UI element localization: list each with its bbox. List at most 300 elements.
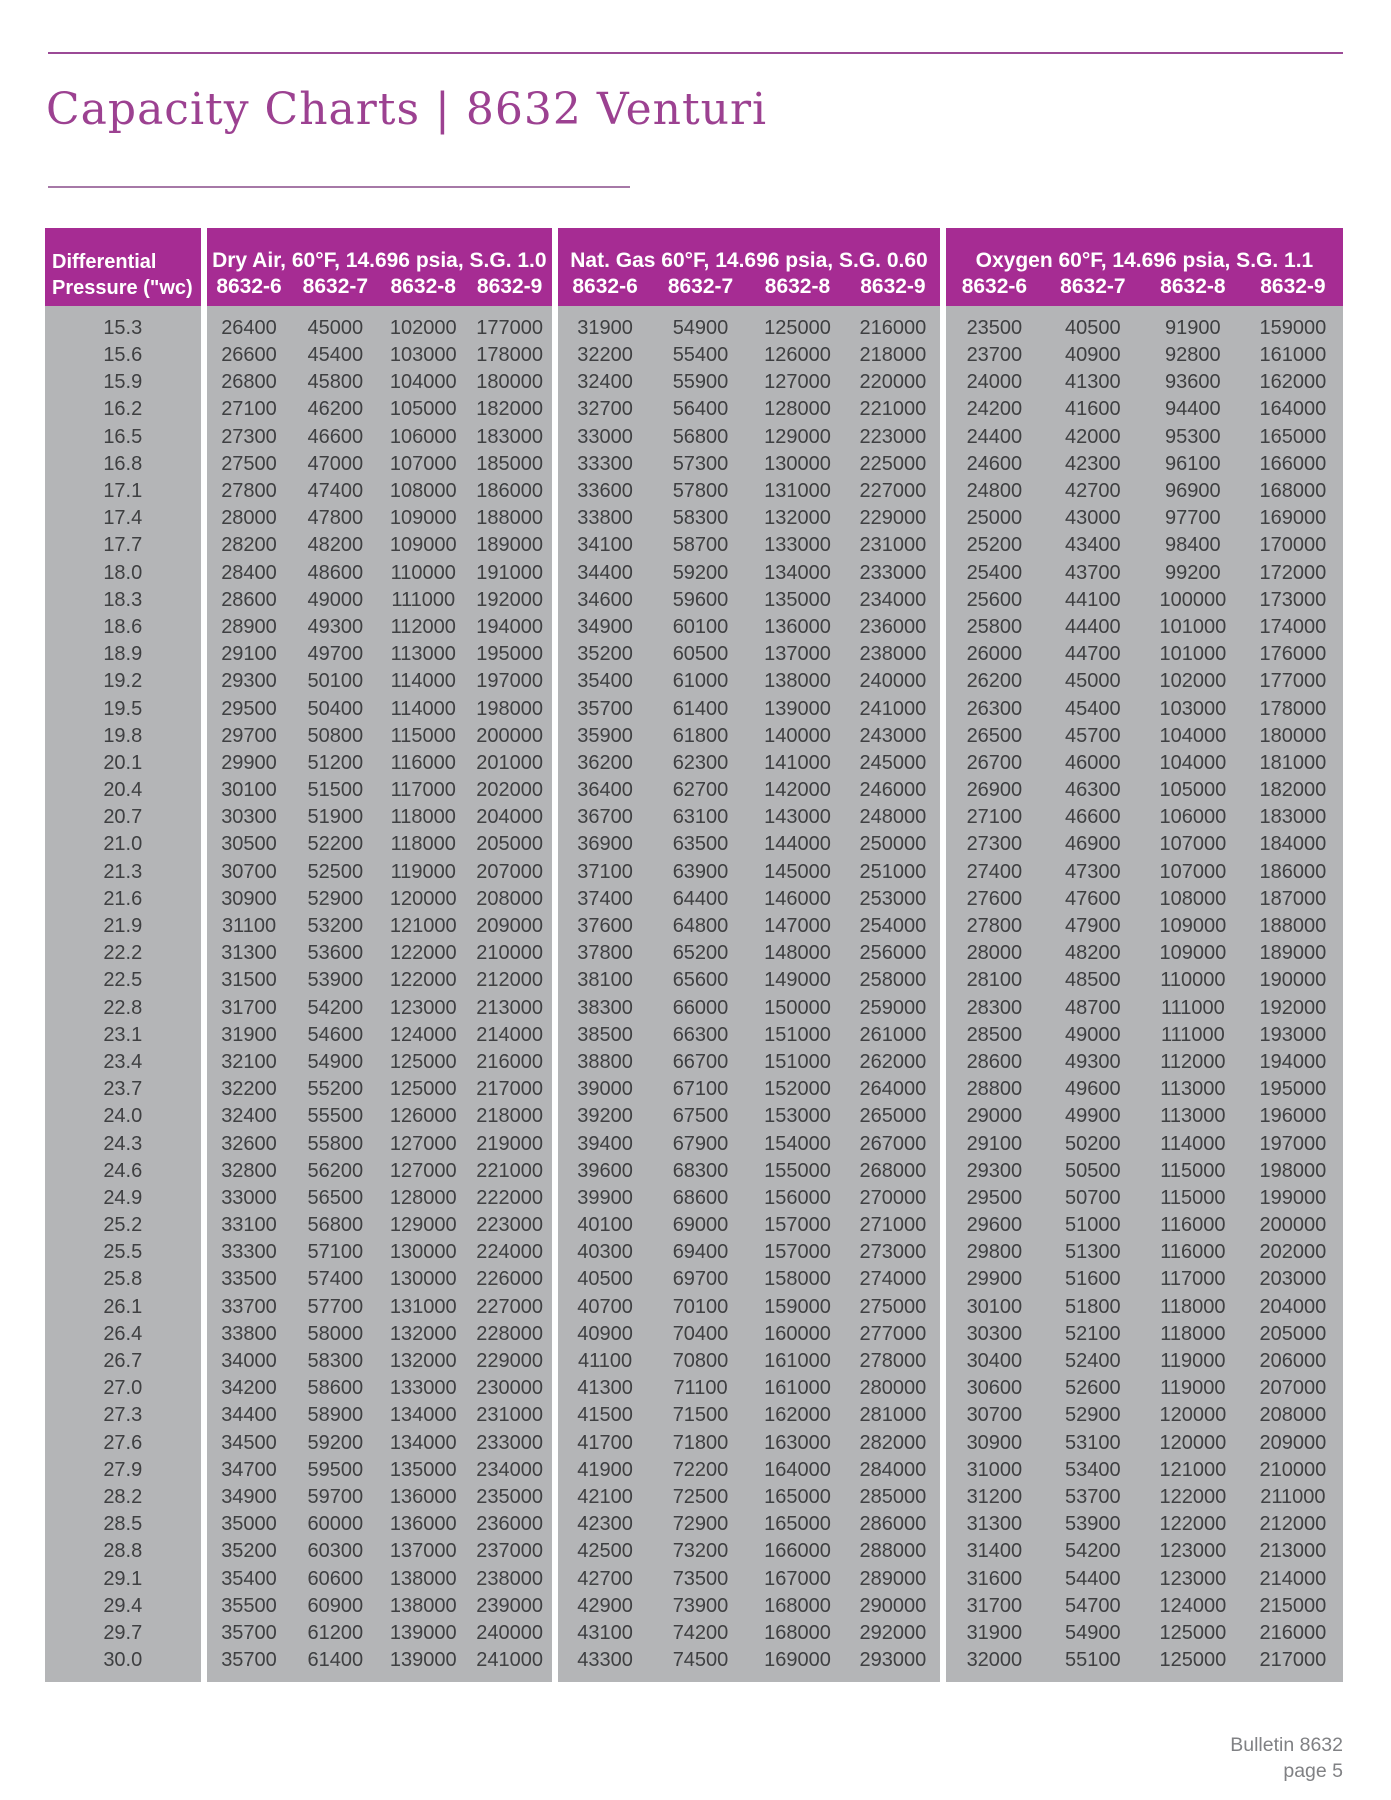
capacity-cell: 119000: [379, 859, 467, 886]
table-row: [45, 804, 1343, 831]
capacity-cell: 132000: [379, 1321, 467, 1348]
capacity-cell: 36900: [555, 831, 652, 858]
capacity-cell: 50800: [291, 723, 379, 750]
capacity-cell: 27300: [204, 424, 292, 451]
capacity-cell: 109000: [1143, 913, 1243, 940]
capacity-cell: 105000: [1143, 777, 1243, 804]
capacity-cell: 31100: [204, 913, 292, 940]
capacity-cell: 264000: [846, 1076, 943, 1103]
capacity-cell: 183000: [467, 424, 555, 451]
capacity-cell: 67500: [652, 1103, 749, 1130]
capacity-cell: 262000: [846, 1049, 943, 1076]
capacity-cell: 53700: [1043, 1484, 1143, 1511]
table-row: [45, 1130, 1343, 1157]
capacity-cell: 112000: [1143, 1049, 1243, 1076]
capacity-cell: 63900: [652, 859, 749, 886]
capacity-cell: 206000: [1243, 1348, 1343, 1375]
pressure-cell: 15.3: [45, 306, 204, 342]
capacity-cell: 126000: [749, 342, 846, 369]
capacity-cell: 29000: [943, 1103, 1043, 1130]
capacity-cell: 66700: [652, 1049, 749, 1076]
capacity-cell: 130000: [379, 1239, 467, 1266]
capacity-cell: 33300: [204, 1239, 292, 1266]
table-row: [45, 478, 1343, 505]
capacity-cell: 38300: [555, 995, 652, 1022]
capacity-cell: 203000: [1243, 1266, 1343, 1293]
capacity-cell: 62300: [652, 750, 749, 777]
capacity-cell: 107000: [1143, 859, 1243, 886]
capacity-cell: 32700: [555, 396, 652, 423]
capacity-cell: 49300: [1043, 1049, 1143, 1076]
capacity-cell: 129000: [749, 424, 846, 451]
capacity-cell: 31900: [204, 1022, 292, 1049]
capacity-cell: 143000: [749, 804, 846, 831]
pressure-cell: 20.7: [45, 804, 204, 831]
capacity-cell: 116000: [379, 750, 467, 777]
capacity-cell: 32200: [555, 342, 652, 369]
capacity-cell: 26200: [943, 668, 1043, 695]
capacity-cell: 61800: [652, 723, 749, 750]
capacity-cell: 107000: [1143, 831, 1243, 858]
table-row: [45, 1402, 1343, 1429]
capacity-cell: 120000: [1143, 1430, 1243, 1457]
capacity-cell: 125000: [379, 1049, 467, 1076]
capacity-cell: 209000: [467, 913, 555, 940]
capacity-cell: 159000: [1243, 306, 1343, 342]
column-header-natgas-8632-8: 8632-8: [749, 274, 846, 306]
capacity-cell: 201000: [467, 750, 555, 777]
capacity-cell: 231000: [467, 1402, 555, 1429]
capacity-cell: 225000: [846, 451, 943, 478]
capacity-cell: 72500: [652, 1484, 749, 1511]
capacity-cell: 153000: [749, 1103, 846, 1130]
capacity-cell: 74500: [652, 1647, 749, 1682]
capacity-cell: 139000: [749, 695, 846, 722]
capacity-cell: 229000: [846, 505, 943, 532]
capacity-cell: 71100: [652, 1375, 749, 1402]
capacity-cell: 31300: [204, 940, 292, 967]
capacity-cell: 223000: [467, 1212, 555, 1239]
capacity-cell: 229000: [467, 1348, 555, 1375]
capacity-cell: 31000: [943, 1457, 1043, 1484]
capacity-cell: 40100: [555, 1212, 652, 1239]
table-row: [45, 587, 1343, 614]
capacity-cell: 45400: [291, 342, 379, 369]
capacity-cell: 29900: [943, 1266, 1043, 1293]
capacity-cell: 52100: [1043, 1321, 1143, 1348]
group-title-dry-air: Dry Air, 60°F, 14.696 psia, S.G. 1.0: [204, 228, 556, 274]
table-row: [45, 424, 1343, 451]
table-row: [45, 777, 1343, 804]
capacity-cell: 40500: [1043, 306, 1143, 342]
capacity-cell: 53900: [1043, 1511, 1143, 1538]
capacity-cell: 31600: [943, 1565, 1043, 1592]
capacity-cell: 236000: [846, 614, 943, 641]
capacity-cell: 62700: [652, 777, 749, 804]
capacity-cell: 115000: [1143, 1185, 1243, 1212]
table-row: [45, 1076, 1343, 1103]
table-row: [45, 614, 1343, 641]
pressure-cell: 24.6: [45, 1158, 204, 1185]
pressure-cell: 21.0: [45, 831, 204, 858]
pressure-cell: 17.7: [45, 532, 204, 559]
capacity-cell: 216000: [846, 306, 943, 342]
capacity-cell: 56800: [291, 1212, 379, 1239]
pressure-cell: 17.4: [45, 505, 204, 532]
capacity-cell: 136000: [379, 1511, 467, 1538]
capacity-cell: 181000: [1243, 750, 1343, 777]
capacity-cell: 26700: [943, 750, 1043, 777]
capacity-cell: 110000: [1143, 967, 1243, 994]
capacity-cell: 129000: [379, 1212, 467, 1239]
capacity-cell: 58900: [291, 1402, 379, 1429]
capacity-cell: 31400: [943, 1538, 1043, 1565]
capacity-cell: 155000: [749, 1158, 846, 1185]
capacity-cell: 213000: [1243, 1538, 1343, 1565]
capacity-cell: 289000: [846, 1565, 943, 1592]
capacity-cell: 64400: [652, 886, 749, 913]
capacity-cell: 285000: [846, 1484, 943, 1511]
capacity-cell: 130000: [379, 1266, 467, 1293]
pressure-cell: 18.9: [45, 641, 204, 668]
capacity-cell: 194000: [467, 614, 555, 641]
table-row: [45, 560, 1343, 587]
capacity-cell: 164000: [1243, 396, 1343, 423]
capacity-cell: 274000: [846, 1266, 943, 1293]
capacity-cell: 243000: [846, 723, 943, 750]
capacity-cell: 208000: [467, 886, 555, 913]
capacity-cell: 120000: [1143, 1402, 1243, 1429]
capacity-cell: 26800: [204, 369, 292, 396]
capacity-cell: 205000: [467, 831, 555, 858]
capacity-cell: 26500: [943, 723, 1043, 750]
capacity-cell: 174000: [1243, 614, 1343, 641]
capacity-cell: 245000: [846, 750, 943, 777]
capacity-cell: 115000: [1143, 1158, 1243, 1185]
capacity-cell: 33800: [555, 505, 652, 532]
capacity-cell: 49000: [1043, 1022, 1143, 1049]
capacity-cell: 99200: [1143, 560, 1243, 587]
capacity-cell: 199000: [1243, 1185, 1343, 1212]
capacity-cell: 30300: [943, 1321, 1043, 1348]
capacity-cell: 168000: [749, 1620, 846, 1647]
capacity-cell: 66300: [652, 1022, 749, 1049]
capacity-cell: 162000: [749, 1402, 846, 1429]
capacity-cell: 48200: [291, 532, 379, 559]
pressure-cell: 19.2: [45, 668, 204, 695]
column-header-oxygen-8632-8: 8632-8: [1143, 274, 1243, 306]
capacity-cell: 45700: [1043, 723, 1143, 750]
pressure-cell: 27.6: [45, 1430, 204, 1457]
table-row: [45, 369, 1343, 396]
capacity-cell: 40300: [555, 1239, 652, 1266]
capacity-cell: 194000: [1243, 1049, 1343, 1076]
capacity-cell: 58300: [652, 505, 749, 532]
capacity-cell: 265000: [846, 1103, 943, 1130]
capacity-cell: 52600: [1043, 1375, 1143, 1402]
table-row: [45, 451, 1343, 478]
pressure-cell: 24.0: [45, 1103, 204, 1130]
capacity-cell: 54900: [652, 306, 749, 342]
capacity-cell: 50400: [291, 695, 379, 722]
table-row: [45, 1511, 1343, 1538]
capacity-cell: 207000: [467, 859, 555, 886]
capacity-cell: 160000: [749, 1321, 846, 1348]
capacity-cell: 47900: [1043, 913, 1143, 940]
capacity-cell: 27600: [943, 886, 1043, 913]
capacity-cell: 30500: [204, 831, 292, 858]
capacity-cell: 197000: [1243, 1130, 1343, 1157]
capacity-cell: 54900: [291, 1049, 379, 1076]
capacity-cell: 123000: [379, 995, 467, 1022]
capacity-cell: 117000: [1143, 1266, 1243, 1293]
capacity-cell: 128000: [379, 1185, 467, 1212]
table-row: [45, 1457, 1343, 1484]
capacity-cell: 28500: [943, 1022, 1043, 1049]
capacity-cell: 64800: [652, 913, 749, 940]
capacity-cell: 24800: [943, 478, 1043, 505]
capacity-cell: 218000: [846, 342, 943, 369]
capacity-cell: 190000: [1243, 967, 1343, 994]
capacity-cell: 31700: [943, 1593, 1043, 1620]
capacity-cell: 29500: [943, 1185, 1043, 1212]
capacity-cell: 127000: [749, 369, 846, 396]
pressure-cell: 24.3: [45, 1130, 204, 1157]
capacity-cell: 29300: [943, 1158, 1043, 1185]
capacity-cell: 63100: [652, 804, 749, 831]
capacity-cell: 69700: [652, 1266, 749, 1293]
capacity-cell: 52900: [291, 886, 379, 913]
capacity-cell: 61400: [291, 1647, 379, 1682]
capacity-cell: 35400: [204, 1565, 292, 1592]
capacity-cell: 125000: [749, 306, 846, 342]
capacity-cell: 54900: [1043, 1620, 1143, 1647]
table-row: [45, 995, 1343, 1022]
capacity-cell: 55900: [652, 369, 749, 396]
capacity-cell: 35400: [555, 668, 652, 695]
capacity-cell: 188000: [1243, 913, 1343, 940]
capacity-cell: 34500: [204, 1430, 292, 1457]
capacity-cell: 55500: [291, 1103, 379, 1130]
capacity-cell: 31200: [943, 1484, 1043, 1511]
capacity-cell: 117000: [379, 777, 467, 804]
pressure-cell: 21.9: [45, 913, 204, 940]
pressure-header-line2: Pressure ("wc): [52, 277, 193, 299]
capacity-cell: 147000: [749, 913, 846, 940]
capacity-cell: 29100: [204, 641, 292, 668]
capacity-cell: 124000: [379, 1022, 467, 1049]
capacity-cell: 54400: [1043, 1565, 1143, 1592]
table-row: [45, 1593, 1343, 1620]
capacity-cell: 24600: [943, 451, 1043, 478]
capacity-cell: 28000: [204, 505, 292, 532]
table-row: [45, 1239, 1343, 1266]
capacity-cell: 102000: [379, 306, 467, 342]
capacity-cell: 268000: [846, 1158, 943, 1185]
capacity-cell: 183000: [1243, 804, 1343, 831]
capacity-cell: 32000: [943, 1647, 1043, 1682]
capacity-cell: 214000: [467, 1022, 555, 1049]
table-row: [45, 668, 1343, 695]
capacity-cell: 251000: [846, 859, 943, 886]
capacity-cell: 157000: [749, 1212, 846, 1239]
capacity-cell: 71800: [652, 1430, 749, 1457]
table-row: [45, 750, 1343, 777]
capacity-cell: 61200: [291, 1620, 379, 1647]
capacity-cell: 45400: [1043, 695, 1143, 722]
capacity-cell: 119000: [1143, 1348, 1243, 1375]
capacity-cell: 163000: [749, 1430, 846, 1457]
capacity-cell: 237000: [467, 1538, 555, 1565]
capacity-cell: 31700: [204, 995, 292, 1022]
capacity-cell: 212000: [467, 967, 555, 994]
capacity-cell: 169000: [1243, 505, 1343, 532]
capacity-cell: 67900: [652, 1130, 749, 1157]
capacity-cell: 46900: [1043, 831, 1143, 858]
capacity-cell: 254000: [846, 913, 943, 940]
capacity-cell: 50500: [1043, 1158, 1143, 1185]
table-row: [45, 641, 1343, 668]
pressure-cell: 20.1: [45, 750, 204, 777]
capacity-cell: 35700: [204, 1647, 292, 1682]
capacity-cell: 56200: [291, 1158, 379, 1185]
capacity-cell: 69400: [652, 1239, 749, 1266]
capacity-cell: 56800: [652, 424, 749, 451]
capacity-cell: 37100: [555, 859, 652, 886]
pressure-cell: 18.3: [45, 587, 204, 614]
capacity-cell: 192000: [467, 587, 555, 614]
capacity-cell: 217000: [1243, 1647, 1343, 1682]
capacity-cell: 152000: [749, 1076, 846, 1103]
capacity-cell: 238000: [467, 1565, 555, 1592]
capacity-cell: 33000: [204, 1185, 292, 1212]
capacity-cell: 282000: [846, 1430, 943, 1457]
capacity-cell: 43100: [555, 1620, 652, 1647]
column-header-natgas-8632-9: 8632-9: [846, 274, 943, 306]
capacity-cell: 139000: [379, 1647, 467, 1682]
table-row: [45, 913, 1343, 940]
capacity-cell: 94400: [1143, 396, 1243, 423]
capacity-cell: 135000: [749, 587, 846, 614]
capacity-cell: 108000: [1143, 886, 1243, 913]
capacity-cell: 34400: [204, 1402, 292, 1429]
capacity-cell: 72900: [652, 1511, 749, 1538]
capacity-cell: 34900: [204, 1484, 292, 1511]
capacity-cell: 138000: [379, 1593, 467, 1620]
capacity-cell: 61000: [652, 668, 749, 695]
pressure-cell: 19.8: [45, 723, 204, 750]
table-row: [45, 1294, 1343, 1321]
capacity-cell: 217000: [467, 1076, 555, 1103]
capacity-cell: 149000: [749, 967, 846, 994]
capacity-cell: 28600: [204, 587, 292, 614]
capacity-cell: 45000: [291, 306, 379, 342]
column-header-dryair-8632-7: 8632-7: [291, 274, 379, 306]
capacity-cell: 240000: [467, 1620, 555, 1647]
capacity-cell: 52400: [1043, 1348, 1143, 1375]
capacity-cell: 215000: [1243, 1593, 1343, 1620]
capacity-cell: 29800: [943, 1239, 1043, 1266]
capacity-cell: 189000: [467, 532, 555, 559]
capacity-cell: 124000: [1143, 1593, 1243, 1620]
capacity-cell: 202000: [467, 777, 555, 804]
capacity-cell: 49700: [291, 641, 379, 668]
capacity-cell: 38800: [555, 1049, 652, 1076]
capacity-cell: 33700: [204, 1294, 292, 1321]
pressure-cell: 16.2: [45, 396, 204, 423]
capacity-cell: 208000: [1243, 1402, 1343, 1429]
pressure-header-line1: Differential: [52, 251, 157, 273]
capacity-cell: 159000: [749, 1294, 846, 1321]
capacity-cell: 193000: [1243, 1022, 1343, 1049]
pressure-cell: 27.0: [45, 1375, 204, 1402]
capacity-cell: 157000: [749, 1239, 846, 1266]
capacity-cell: 57400: [291, 1266, 379, 1293]
capacity-cell: 134000: [749, 560, 846, 587]
capacity-cell: 65600: [652, 967, 749, 994]
capacity-cell: 60100: [652, 614, 749, 641]
capacity-cell: 48500: [1043, 967, 1143, 994]
capacity-cell: 105000: [379, 396, 467, 423]
capacity-cell: 104000: [1143, 750, 1243, 777]
capacity-cell: 200000: [467, 723, 555, 750]
capacity-cell: 144000: [749, 831, 846, 858]
capacity-cell: 189000: [1243, 940, 1343, 967]
group-title-nat-gas: Nat. Gas 60°F, 14.696 psia, S.G. 0.60: [555, 228, 943, 274]
pressure-cell: 23.7: [45, 1076, 204, 1103]
capacity-cell: 35000: [204, 1511, 292, 1538]
capacity-cell: 66000: [652, 995, 749, 1022]
capacity-cell: 42700: [555, 1565, 652, 1592]
capacity-cell: 30100: [204, 777, 292, 804]
capacity-cell: 39000: [555, 1076, 652, 1103]
capacity-cell: 35200: [555, 641, 652, 668]
capacity-cell: 133000: [379, 1375, 467, 1402]
capacity-cell: 151000: [749, 1049, 846, 1076]
capacity-cell: 29100: [943, 1130, 1043, 1157]
capacity-cell: 114000: [379, 695, 467, 722]
capacity-cell: 42500: [555, 1538, 652, 1565]
capacity-cell: 35700: [204, 1620, 292, 1647]
capacity-cell: 51900: [291, 804, 379, 831]
capacity-cell: 93600: [1143, 369, 1243, 396]
capacity-cell: 241000: [846, 695, 943, 722]
capacity-cell: 202000: [1243, 1239, 1343, 1266]
capacity-cell: 103000: [379, 342, 467, 369]
pressure-cell: 30.0: [45, 1647, 204, 1682]
column-header-oxygen-8632-6: 8632-6: [943, 274, 1043, 306]
capacity-cell: 136000: [749, 614, 846, 641]
capacity-cell: 51800: [1043, 1294, 1143, 1321]
capacity-cell: 59200: [291, 1430, 379, 1457]
capacity-cell: 107000: [379, 451, 467, 478]
pressure-cell: 15.6: [45, 342, 204, 369]
capacity-cell: 205000: [1243, 1321, 1343, 1348]
capacity-cell: 114000: [379, 668, 467, 695]
capacity-cell: 55200: [291, 1076, 379, 1103]
capacity-cell: 30700: [943, 1402, 1043, 1429]
table-row: [45, 1049, 1343, 1076]
capacity-cell: 216000: [1243, 1620, 1343, 1647]
capacity-cell: 98400: [1143, 532, 1243, 559]
capacity-cell: 173000: [1243, 587, 1343, 614]
table-row: [45, 1158, 1343, 1185]
capacity-cell: 54200: [1043, 1538, 1143, 1565]
capacity-cell: 63500: [652, 831, 749, 858]
capacity-cell: 32400: [555, 369, 652, 396]
capacity-cell: 51200: [291, 750, 379, 777]
capacity-cell: 27400: [943, 859, 1043, 886]
